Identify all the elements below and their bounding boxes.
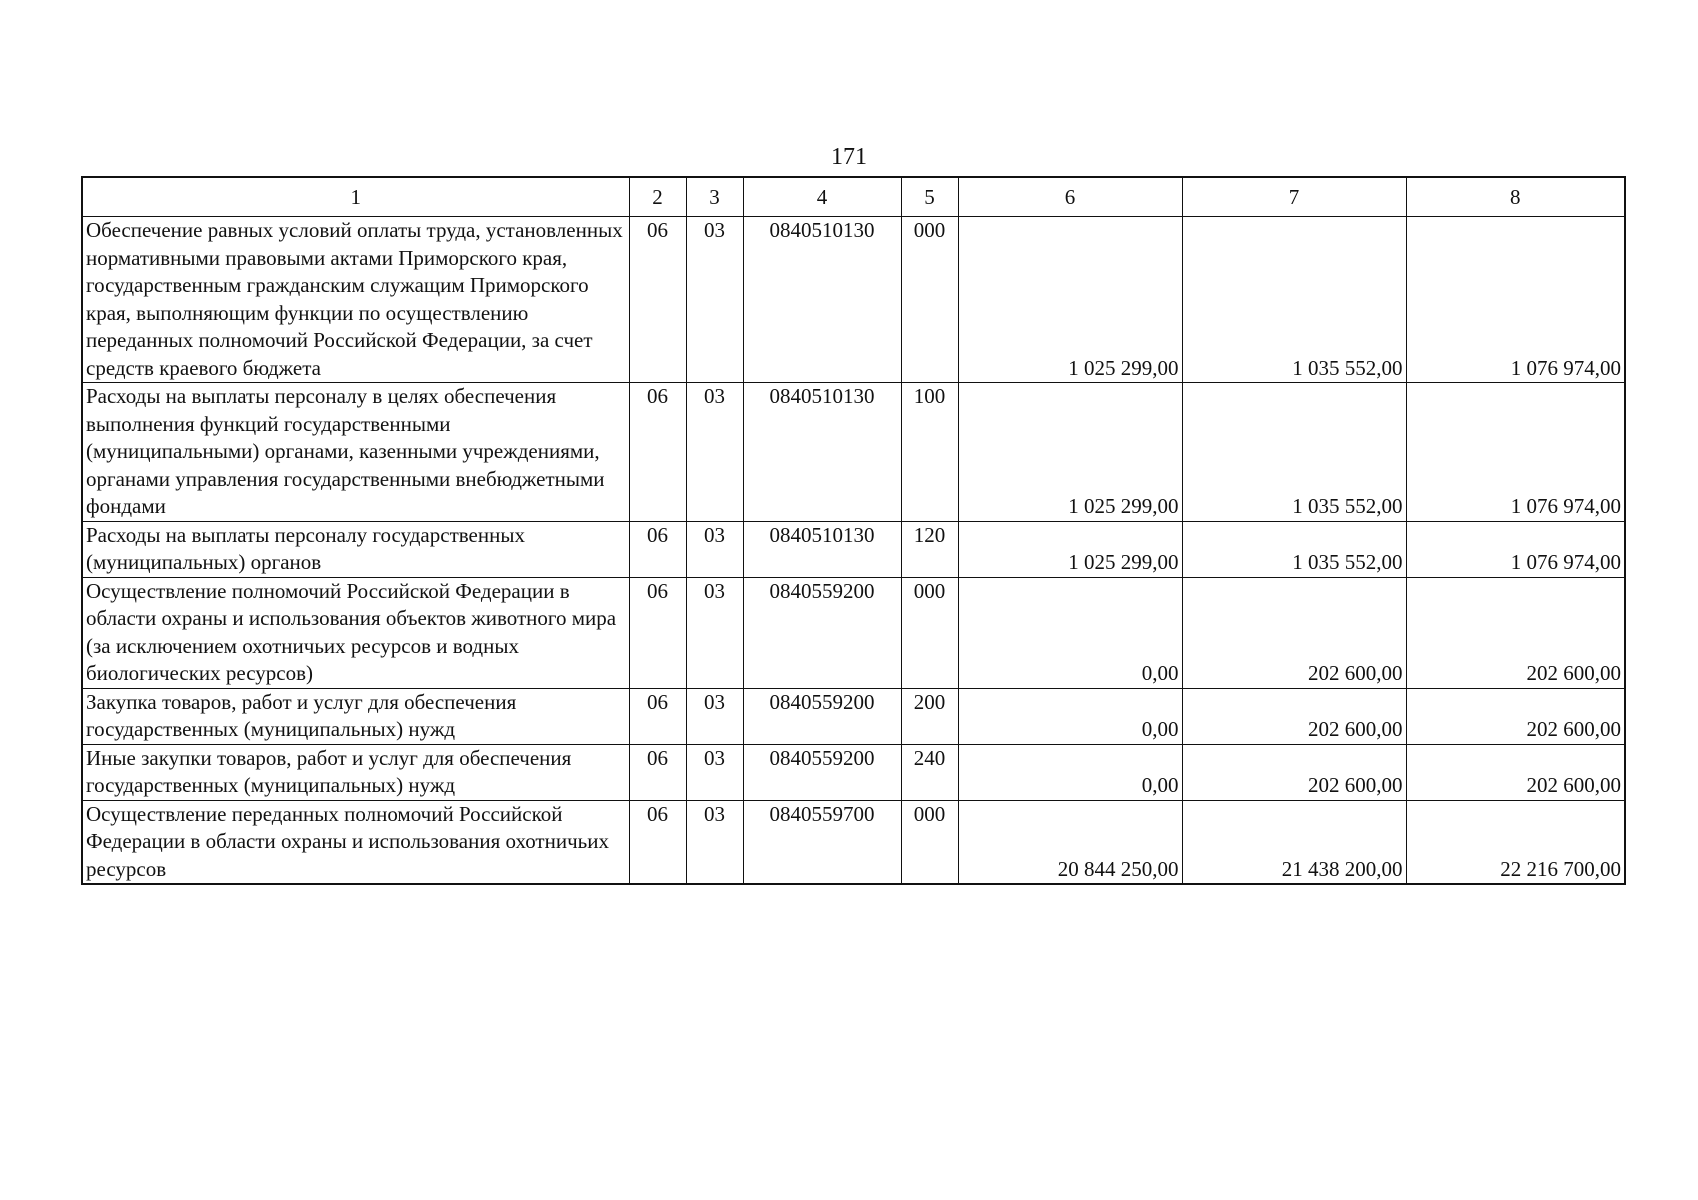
column-header: 7 xyxy=(1182,177,1406,217)
column-header: 8 xyxy=(1406,177,1625,217)
subsection-code: 03 xyxy=(686,577,743,688)
amount-col7: 202 600,00 xyxy=(1182,688,1406,744)
expense-type-code: 120 xyxy=(901,521,958,577)
row-description: Обеспечение равных условий оплаты труда, установленных нормативными правовыми актами Приморского края, государственным гражданским служащим Приморского края, выполняющим функции по осуществлению переданных полномочий Российской Федерации, за счет средств краевого бюджета xyxy=(82,217,629,383)
target-article-code: 0840559200 xyxy=(743,744,901,800)
target-article-code: 0840559700 xyxy=(743,800,901,884)
amount-col7: 202 600,00 xyxy=(1182,744,1406,800)
section-code: 06 xyxy=(629,383,686,522)
section-code: 06 xyxy=(629,688,686,744)
table-row xyxy=(82,383,1625,522)
section-code: 06 xyxy=(629,577,686,688)
amount-col6: 0,00 xyxy=(958,688,1182,744)
column-header: 6 xyxy=(958,177,1182,217)
table-row xyxy=(82,688,1625,744)
section-code: 06 xyxy=(629,521,686,577)
target-article-code: 0840510130 xyxy=(743,521,901,577)
budget-table xyxy=(81,176,1626,885)
subsection-code: 03 xyxy=(686,383,743,522)
amount-col7: 1 035 552,00 xyxy=(1182,521,1406,577)
expense-type-code: 200 xyxy=(901,688,958,744)
table-row xyxy=(82,521,1625,577)
amount-col8: 202 600,00 xyxy=(1406,688,1625,744)
amount-col6: 1 025 299,00 xyxy=(958,383,1182,522)
amount-col8: 1 076 974,00 xyxy=(1406,383,1625,522)
subsection-code: 03 xyxy=(686,800,743,884)
amount-col6: 0,00 xyxy=(958,577,1182,688)
subsection-code: 03 xyxy=(686,521,743,577)
table-row xyxy=(82,577,1625,688)
amount-col6: 0,00 xyxy=(958,744,1182,800)
section-code: 06 xyxy=(629,800,686,884)
target-article-code: 0840559200 xyxy=(743,577,901,688)
amount-col8: 22 216 700,00 xyxy=(1406,800,1625,884)
expense-type-code: 100 xyxy=(901,383,958,522)
table-row xyxy=(82,744,1625,800)
header-row xyxy=(82,177,1625,217)
row-description: Закупка товаров, работ и услуг для обеспечения государственных (муниципальных) нужд xyxy=(82,688,629,744)
row-description: Расходы на выплаты персоналу в целях обеспечения выполнения функций государственными (муниципальными) органами, казенными учреждениями, органами управления государственными внебюджетными фондами xyxy=(82,383,629,522)
row-description: Иные закупки товаров, работ и услуг для обеспечения государственных (муниципальных) нужд xyxy=(82,744,629,800)
column-header: 3 xyxy=(686,177,743,217)
target-article-code: 0840510130 xyxy=(743,383,901,522)
column-header: 1 xyxy=(82,177,629,217)
subsection-code: 03 xyxy=(686,744,743,800)
page-number: 171 xyxy=(831,144,867,170)
expense-type-code: 000 xyxy=(901,217,958,383)
table-body xyxy=(82,217,1625,885)
table-row xyxy=(82,217,1625,383)
column-header: 2 xyxy=(629,177,686,217)
amount-col7: 1 035 552,00 xyxy=(1182,383,1406,522)
subsection-code: 03 xyxy=(686,217,743,383)
amount-col7: 202 600,00 xyxy=(1182,577,1406,688)
amount-col8: 1 076 974,00 xyxy=(1406,521,1625,577)
table-row xyxy=(82,800,1625,884)
amount-col6: 1 025 299,00 xyxy=(958,217,1182,383)
amount-col7: 21 438 200,00 xyxy=(1182,800,1406,884)
amount-col7: 1 035 552,00 xyxy=(1182,217,1406,383)
amount-col6: 1 025 299,00 xyxy=(958,521,1182,577)
section-code: 06 xyxy=(629,744,686,800)
target-article-code: 0840559200 xyxy=(743,688,901,744)
table-header xyxy=(82,177,1625,217)
amount-col6: 20 844 250,00 xyxy=(958,800,1182,884)
section-code: 06 xyxy=(629,217,686,383)
row-description: Расходы на выплаты персоналу государственных (муниципальных) органов xyxy=(82,521,629,577)
amount-col8: 202 600,00 xyxy=(1406,577,1625,688)
column-header: 5 xyxy=(901,177,958,217)
subsection-code: 03 xyxy=(686,688,743,744)
target-article-code: 0840510130 xyxy=(743,217,901,383)
expense-type-code: 240 xyxy=(901,744,958,800)
row-description: Осуществление переданных полномочий Российской Федерации в области охраны и использования охотничьих ресурсов xyxy=(82,800,629,884)
amount-col8: 1 076 974,00 xyxy=(1406,217,1625,383)
expense-type-code: 000 xyxy=(901,577,958,688)
column-header: 4 xyxy=(743,177,901,217)
amount-col8: 202 600,00 xyxy=(1406,744,1625,800)
expense-type-code: 000 xyxy=(901,800,958,884)
row-description: Осуществление полномочий Российской Федерации в области охраны и использования объектов животного мира (за исключением охотничьих ресурсов и водных биологических ресурсов) xyxy=(82,577,629,688)
